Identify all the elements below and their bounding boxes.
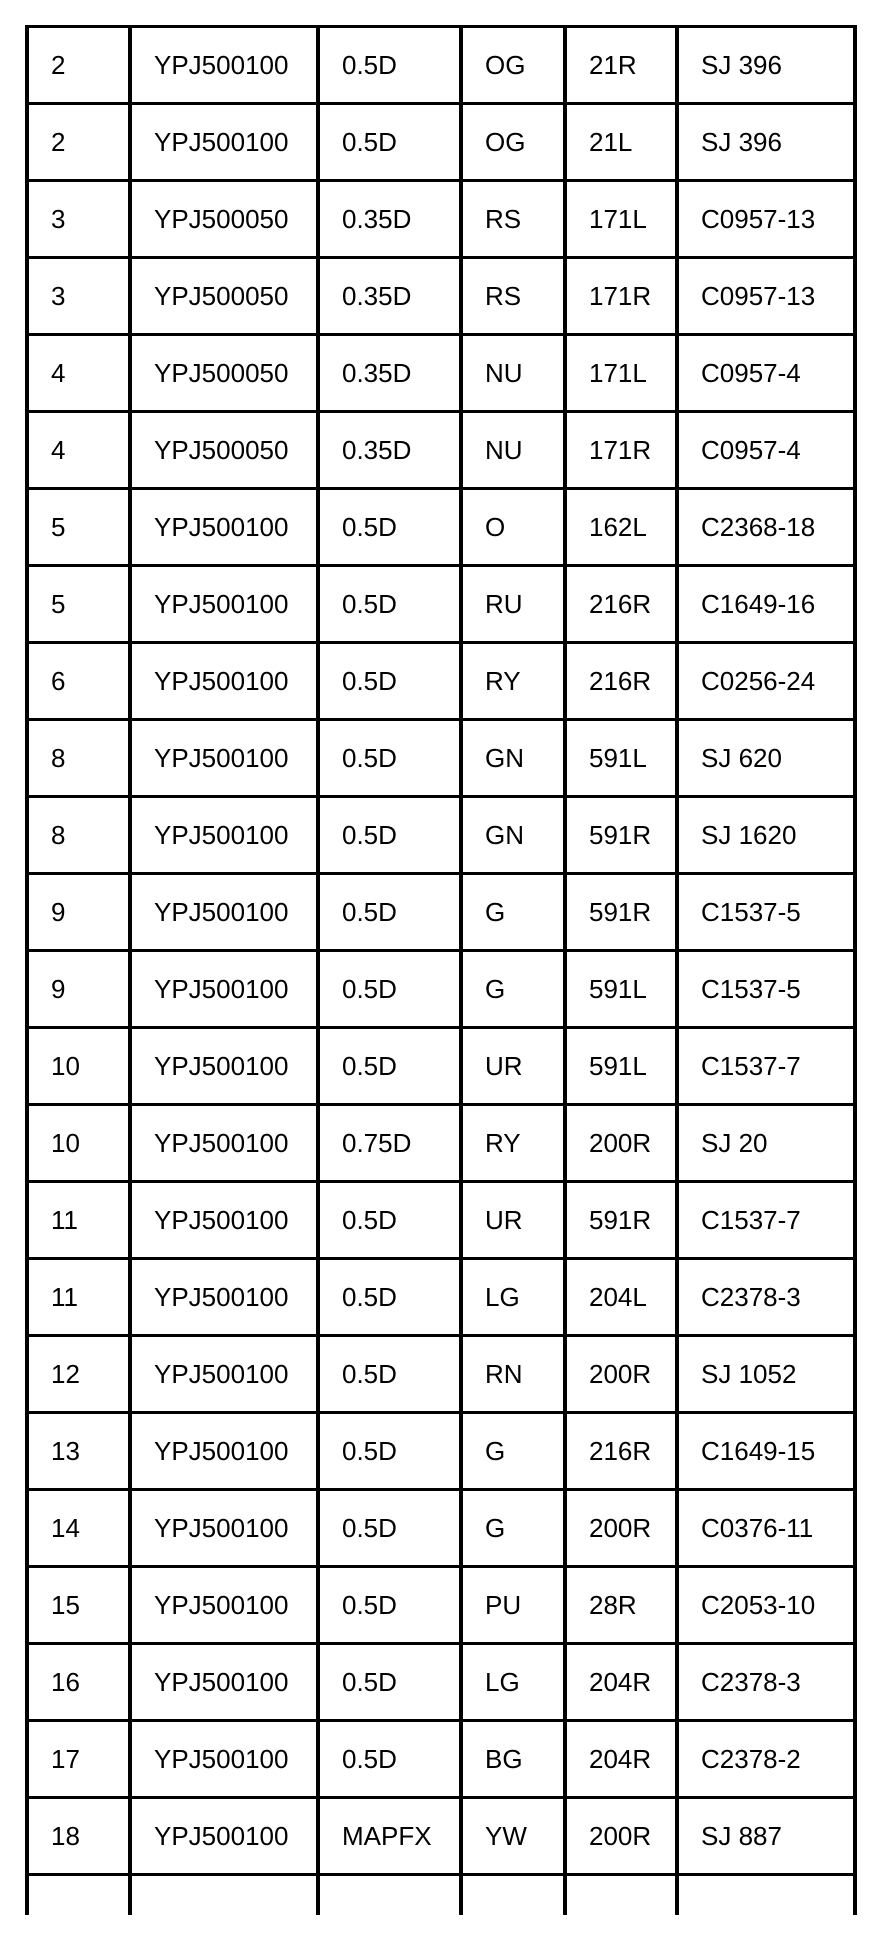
circuit-cell: C0376-11 <box>677 1490 855 1567</box>
part-number-cell: YPJ500100 <box>130 1413 318 1490</box>
circuit-cell: C2378-3 <box>677 1259 855 1336</box>
circuit-cell: C2368-18 <box>677 489 855 566</box>
part-number-cell: YPJ500100 <box>130 643 318 720</box>
table-row <box>27 27 855 104</box>
position-cell: 21L <box>565 104 677 181</box>
table-row <box>27 1336 855 1413</box>
table-row <box>27 1567 855 1644</box>
part-number-cell: YPJ500100 <box>130 27 318 104</box>
row-number-cell: 10 <box>27 1105 130 1182</box>
part-number-cell: YPJ500100 <box>130 489 318 566</box>
row-number-cell: 4 <box>27 335 130 412</box>
size-cell: 0.35D <box>318 412 461 489</box>
row-number-cell: 13 <box>27 1413 130 1490</box>
color-cell: YW <box>461 1798 565 1875</box>
part-number-cell: YPJ500100 <box>130 951 318 1028</box>
size-cell: 0.5D <box>318 1644 461 1721</box>
row-number-cell: 2 <box>27 27 130 104</box>
table-row <box>27 412 855 489</box>
part-number-cell: YPJ500050 <box>130 335 318 412</box>
position-cell: 591R <box>565 1182 677 1259</box>
circuit-cell: C1537-5 <box>677 874 855 951</box>
row-number-cell: 17 <box>27 1721 130 1798</box>
circuit-cell: C1537-7 <box>677 1182 855 1259</box>
wire-table <box>25 25 857 1915</box>
part-number-cell: YPJ500100 <box>130 1028 318 1105</box>
table-row <box>27 104 855 181</box>
color-cell: RY <box>461 1105 565 1182</box>
size-cell: 0.5D <box>318 643 461 720</box>
size-cell <box>318 1875 461 1915</box>
position-cell: 591L <box>565 1028 677 1105</box>
color-cell: RY <box>461 643 565 720</box>
table-row <box>27 720 855 797</box>
size-cell: 0.5D <box>318 1259 461 1336</box>
size-cell: 0.5D <box>318 1490 461 1567</box>
color-cell: O <box>461 489 565 566</box>
color-cell: G <box>461 874 565 951</box>
circuit-cell: C1649-15 <box>677 1413 855 1490</box>
position-cell: 216R <box>565 643 677 720</box>
color-cell: UR <box>461 1028 565 1105</box>
circuit-cell <box>677 1875 855 1915</box>
color-cell: RS <box>461 258 565 335</box>
circuit-cell: C0957-13 <box>677 181 855 258</box>
color-cell: RS <box>461 181 565 258</box>
circuit-cell: SJ 1620 <box>677 797 855 874</box>
position-cell: 200R <box>565 1105 677 1182</box>
color-cell: GN <box>461 720 565 797</box>
size-cell: 0.5D <box>318 1336 461 1413</box>
position-cell: 204R <box>565 1644 677 1721</box>
size-cell: 0.35D <box>318 335 461 412</box>
color-cell: G <box>461 1413 565 1490</box>
color-cell: LG <box>461 1644 565 1721</box>
size-cell: 0.5D <box>318 720 461 797</box>
part-number-cell: YPJ500100 <box>130 874 318 951</box>
position-cell: 171L <box>565 181 677 258</box>
position-cell: 591L <box>565 951 677 1028</box>
row-number-cell: 14 <box>27 1490 130 1567</box>
table-body <box>27 27 855 1915</box>
size-cell: 0.5D <box>318 951 461 1028</box>
table-row <box>27 489 855 566</box>
position-cell: 216R <box>565 566 677 643</box>
part-number-cell: YPJ500050 <box>130 181 318 258</box>
table-row <box>27 1875 855 1915</box>
color-cell: RU <box>461 566 565 643</box>
table-row <box>27 1798 855 1875</box>
table-row <box>27 181 855 258</box>
part-number-cell: YPJ500100 <box>130 1336 318 1413</box>
position-cell: 171R <box>565 412 677 489</box>
position-cell: 171L <box>565 335 677 412</box>
row-number-cell: 8 <box>27 720 130 797</box>
size-cell: 0.75D <box>318 1105 461 1182</box>
row-number-cell: 9 <box>27 951 130 1028</box>
row-number-cell: 4 <box>27 412 130 489</box>
row-number-cell: 3 <box>27 258 130 335</box>
size-cell: 0.5D <box>318 1028 461 1105</box>
size-cell: 0.35D <box>318 258 461 335</box>
position-cell: 200R <box>565 1490 677 1567</box>
color-cell: UR <box>461 1182 565 1259</box>
part-number-cell: YPJ500100 <box>130 1105 318 1182</box>
color-cell: PU <box>461 1567 565 1644</box>
size-cell: 0.5D <box>318 797 461 874</box>
part-number-cell: YPJ500100 <box>130 797 318 874</box>
row-number-cell: 12 <box>27 1336 130 1413</box>
position-cell: 591R <box>565 874 677 951</box>
circuit-cell: SJ 620 <box>677 720 855 797</box>
position-cell: 204L <box>565 1259 677 1336</box>
part-number-cell: YPJ500100 <box>130 566 318 643</box>
table-row <box>27 1413 855 1490</box>
part-number-cell: YPJ500100 <box>130 1567 318 1644</box>
table-row <box>27 1721 855 1798</box>
table-row <box>27 335 855 412</box>
table-row <box>27 1182 855 1259</box>
wire-table-container <box>25 25 853 1915</box>
part-number-cell: YPJ500100 <box>130 1490 318 1567</box>
part-number-cell: YPJ500050 <box>130 412 318 489</box>
row-number-cell: 5 <box>27 489 130 566</box>
table-row <box>27 951 855 1028</box>
size-cell: 0.5D <box>318 104 461 181</box>
position-cell: 591L <box>565 720 677 797</box>
row-number-cell: 10 <box>27 1028 130 1105</box>
circuit-cell: C0957-4 <box>677 412 855 489</box>
row-number-cell: 2 <box>27 104 130 181</box>
circuit-cell: C2378-2 <box>677 1721 855 1798</box>
color-cell: NU <box>461 412 565 489</box>
position-cell: 171R <box>565 258 677 335</box>
circuit-cell: C2053-10 <box>677 1567 855 1644</box>
circuit-cell: SJ 396 <box>677 27 855 104</box>
row-number-cell: 16 <box>27 1644 130 1721</box>
circuit-cell: SJ 396 <box>677 104 855 181</box>
table-row <box>27 1259 855 1336</box>
row-number-cell: 8 <box>27 797 130 874</box>
circuit-cell: C0256-24 <box>677 643 855 720</box>
color-cell: RN <box>461 1336 565 1413</box>
size-cell: 0.5D <box>318 1182 461 1259</box>
color-cell: OG <box>461 27 565 104</box>
color-cell <box>461 1875 565 1915</box>
row-number-cell <box>27 1875 130 1915</box>
circuit-cell: SJ 887 <box>677 1798 855 1875</box>
circuit-cell: C0957-4 <box>677 335 855 412</box>
circuit-cell: SJ 20 <box>677 1105 855 1182</box>
size-cell: 0.35D <box>318 181 461 258</box>
part-number-cell: YPJ500100 <box>130 1182 318 1259</box>
table-row <box>27 1105 855 1182</box>
circuit-cell: SJ 1052 <box>677 1336 855 1413</box>
size-cell: 0.5D <box>318 27 461 104</box>
color-cell: LG <box>461 1259 565 1336</box>
position-cell: 204R <box>565 1721 677 1798</box>
part-number-cell <box>130 1875 318 1915</box>
circuit-cell: C2378-3 <box>677 1644 855 1721</box>
position-cell: 28R <box>565 1567 677 1644</box>
position-cell: 200R <box>565 1336 677 1413</box>
position-cell: 162L <box>565 489 677 566</box>
row-number-cell: 9 <box>27 874 130 951</box>
color-cell: NU <box>461 335 565 412</box>
row-number-cell: 6 <box>27 643 130 720</box>
part-number-cell: YPJ500100 <box>130 1259 318 1336</box>
table-row <box>27 258 855 335</box>
circuit-cell: C1537-7 <box>677 1028 855 1105</box>
table-row <box>27 1644 855 1721</box>
part-number-cell: YPJ500100 <box>130 1798 318 1875</box>
size-cell: 0.5D <box>318 1721 461 1798</box>
row-number-cell: 15 <box>27 1567 130 1644</box>
position-cell: 591R <box>565 797 677 874</box>
position-cell: 21R <box>565 27 677 104</box>
size-cell: MAPFX <box>318 1798 461 1875</box>
row-number-cell: 11 <box>27 1259 130 1336</box>
part-number-cell: YPJ500100 <box>130 1644 318 1721</box>
size-cell: 0.5D <box>318 566 461 643</box>
color-cell: G <box>461 951 565 1028</box>
table-row <box>27 643 855 720</box>
size-cell: 0.5D <box>318 1413 461 1490</box>
table-row <box>27 566 855 643</box>
color-cell: G <box>461 1490 565 1567</box>
size-cell: 0.5D <box>318 489 461 566</box>
part-number-cell: YPJ500100 <box>130 1721 318 1798</box>
size-cell: 0.5D <box>318 1567 461 1644</box>
position-cell: 216R <box>565 1413 677 1490</box>
table-row <box>27 1490 855 1567</box>
size-cell: 0.5D <box>318 874 461 951</box>
position-cell: 200R <box>565 1798 677 1875</box>
table-row <box>27 797 855 874</box>
row-number-cell: 5 <box>27 566 130 643</box>
circuit-cell: C0957-13 <box>677 258 855 335</box>
color-cell: GN <box>461 797 565 874</box>
table-row <box>27 874 855 951</box>
circuit-cell: C1537-5 <box>677 951 855 1028</box>
row-number-cell: 11 <box>27 1182 130 1259</box>
color-cell: OG <box>461 104 565 181</box>
circuit-cell: C1649-16 <box>677 566 855 643</box>
part-number-cell: YPJ500050 <box>130 258 318 335</box>
position-cell <box>565 1875 677 1915</box>
color-cell: BG <box>461 1721 565 1798</box>
row-number-cell: 18 <box>27 1798 130 1875</box>
table-row <box>27 1028 855 1105</box>
part-number-cell: YPJ500100 <box>130 720 318 797</box>
row-number-cell: 3 <box>27 181 130 258</box>
part-number-cell: YPJ500100 <box>130 104 318 181</box>
